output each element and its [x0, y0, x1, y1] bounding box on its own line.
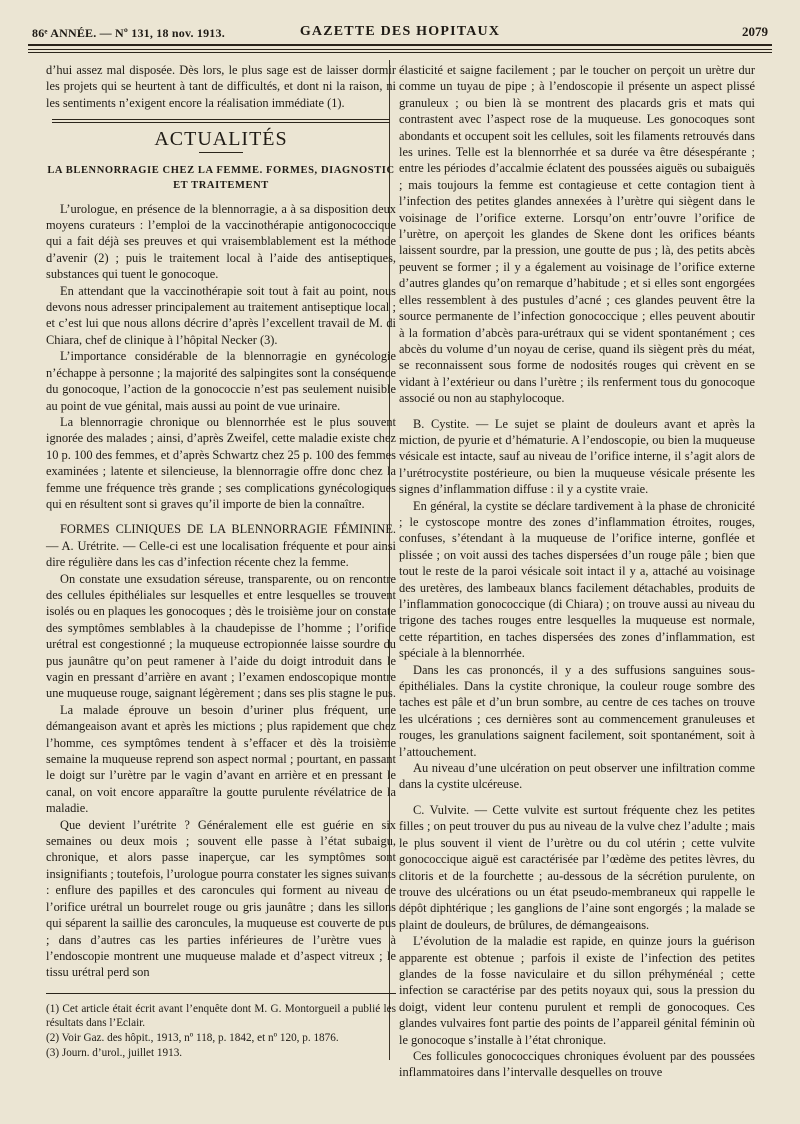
paragraph: L’importance considérable de la blennorragie en gynécologie n’échappe à personne ; la majorité des salpingites sont la conséquence du gonocoque, l’action de la gonococcie n’est pas seulement nuisible au point de vue génital, mais aussi au point de vue urinaire. — [46, 349, 396, 413]
paragraph: Ces follicules gonococciques chroniques évoluent par des poussées inflammatoires dans l’intervalle desquelles on trouve — [399, 1048, 755, 1080]
subsection-paragraph: B. Cystite. — Le sujet se plaint de douleurs avant et après la miction, de pyurie et d’hématurie. A l’endoscopie, ou bien la muqueuse vésicale est intacte, sauf au niveau de l’orifice interne, il s’agit alors de l’urétrocystite postérieure, ou bien la muqueuse vésicale présente les signes d’inflammation diffuse : il y a cystite vraie. — [399, 416, 755, 497]
paragraph: L’évolution de la maladie est rapide, en quinze jours la guérison apparente est obtenue ; parfois il existe de l’infection des petites glandes de la fosse naviculaire et du sillon préhyménéal ; cette infection se caractérise par des petits noyaux qui, sous la pression du doigt, vident leur contenu purulent et rempli de gonocoques. Ces glandes vulvaires font partie des points de l’appareil génital féminin où le gonocoque s’installe à l’état chronique. — [399, 934, 755, 1047]
right-column — [399, 62, 755, 1081]
paragraph: La malade éprouve un besoin d’uriner plus fréquent, une démangeaison avant et après les mictions ; plus rapidement que chez l’homme, ces symptômes tendent à s’effacer et dès la troisième semaine la muqueuse reprend son aspect normal ; pourtant, en passant le doigt sur l’urètre par le vagin d’avant en arrière et en pressant le canal, on voit encore apparaître la goutte purulente révélatrice de la maladie. — [46, 702, 396, 816]
section-title: ACTUALITÉS — [154, 128, 288, 151]
footnote: (2) Voir Gaz. des hôpit., 1913, nº 118, p. 1842, et nº 120, p. 1876. — [46, 1031, 339, 1044]
paragraph: En général, la cystite se déclare tardivement à la phase de chronicité ; le cystoscope montre des zones d’inflammation étroites, rouges, confuses, s’étendant à la muqueuse de l’orifice interne, gonflée et plissée ; on voit aussi des taches dispersées d’un rouge pâle ; bien que tout le reste de la paroi vésicale soit intact il y a, attaché au voisinage des uretères, des lambeaux blancs facilement détachables, produits de l’inflammation gonococcique (di Chiara) ; on trouve aussi au niveau du trigone des taches rouges entre lesquelles la muqueuse est normale, cette répartition, en taches dispersées des zones d’inflammation, est spéciale à la blennorrhée. — [399, 498, 755, 661]
paragraph: En attendant que la vaccinothérapie soit tout à fait au point, nous devons nous adresser principalement au traitement antiseptique local ; et c’est lui que nous allons décrire d’après l’excellent travail de M. di Chiara, chef de clinique à l’hôpital Necker (3). — [46, 283, 396, 347]
article-title: LA BLENNORRAGIE CHEZ LA FEMME. FORMES, DIAGNOSTIC ET TRAITEMENT — [47, 164, 395, 191]
journal-title: GAZETTE DES HOPITAUX — [299, 24, 501, 39]
header-rule — [28, 44, 772, 50]
page-number: 2079 — [742, 24, 768, 39]
subsection-paragraph: C. Vulvite. — Cette vulvite est surtout fréquente chez les petites filles ; on peut trouver du pus au niveau de la vulve chez l’adulte ; mais le plus souvent il vient de l’urètre ou du col utérin ; cette vulvite gonococcique aiguë est caractérisée par l’œdème des petites lèvres, du clitoris et de la fourchette ; au-dessous de la sécrétion purulente, on trouve des ulcérations ou un état pseudo-membraneux qui rappelle le dépôt diphtérique ; les ganglions de l’aine sont engorgés ; la malade se plaint de douleurs, de brûlures, de démangeaisons. — [399, 802, 755, 932]
footnote: (3) Journ. d’urol., juillet 1913. — [46, 1046, 183, 1059]
header-rule-thin — [28, 52, 772, 53]
paragraph: Au niveau d’une ulcération on peut observer une infiltration comme dans la cystite ulcéreuse. — [399, 761, 755, 792]
paragraph: élasticité et saigne facilement ; par le toucher on perçoit un urètre dur comme un tuyau de pipe ; à l’endoscopie il présente un aspect plissé granuleux ; ou bien là se montrent des placards gris et mats qui contrastent avec l’aspect rose de la muqueuse. Les gonocoques sont abondants et occupent soit les cellules, soit les filaments retrouvés dans les urines. Telle est la blennorrhée et sa durée va être désespérante ; entre les périodes d’accalmie éclatent des poussées aiguës ou subaiguës ; mais toujours la femme est contagieuse et cette contagion tient à l’infection des petites glandes annexées à l’urètre qui siègent dans le voisinage de l’orifice externe. Lorsqu’on entr’ouvre l’orifice de l’urètre, on aperçoit les glandes de Skene dont les orifices béants laissent sourdre, par la pression, une goutte de pus ; là, des petits abcès peuvent se former ; il y a également au voisinage de l’orifice externe d’autres glandes qu’on remarque d’habitude ; et si elles sont engorgées elles ressemblent à des pustules d’acné ; ces glandes peuvent être la source permanente de l’infection gonococcique ; elles peuvent aboutir à la formation d’abcès para-urétraux qui se vident spontanément ; ces abcès du volume d’un noyau de cerise, quand ils siègent près du méat, se reconnaissent sous forme de nodosités rouges qui crèvent en se vidant à l’extérieur ou dans l’urètre ; ils renferment tous du gonocoque associé ou non au staphylocoque. — [399, 63, 755, 406]
paragraph: On constate une exsudation séreuse, transparente, ou on rencontre des cellules épithéliales sur lesquelles et entre lesquelles se trouvent isolés ou en plaques les gonocoques ; dès le troisième jour on constate des symptômes semblables à la chaudepisse de l’homme ; l’orifice urétral est congestionné ; la muqueuse ectropionnée laisse sourdre du pus jaunâtre qu’on peut ramener à l’aide du doigt introduit dans le vagin en pressant d’arrière en avant ; l’examen endoscopique montre une muqueuse rouge, saignant légèrement ; dans ses plis stagne le pus. — [46, 571, 396, 701]
paragraph: L’urologue, en présence de la blennorragie, a à sa disposition deux moyens curateurs : l’emploi de la vaccinothérapie antigonococcique qui a fait déjà ses preuves et qui vraisemblablement est la méthode d’avenir (2) ; puis le traitement local à l’aide des antiseptiques, substances qui tuent le gonocoque. — [46, 201, 396, 282]
paragraph: Que devient l’urétrite ? Généralement elle est guérie en six semaines ou deux mois ; souvent elle passe à l’état subaigu, chronique, et alors passe inaperçue, car les symptômes sont insignifiants ; toutefois, l’urologue pourra constater les signes suivants : enflure des papilles et des caroncules qui forment au niveau de l’orifice urétral un bourrelet rouge ou gris jaunâtre ; dans les sillons qui séparent la saillie des caroncules, la muqueuse est couverte de pus ; dans d’autres cas les parties inférieures de l’urètre vues à l’endoscopie montrent une muqueuse malade et d’aspect vitreux ; le tissu urétral perd son — [46, 817, 396, 980]
footnotes — [46, 993, 396, 1060]
section-separator — [52, 119, 390, 123]
title-rule — [199, 152, 243, 153]
issue-info: 86ᵉ ANNÉE. — Nº 131, 18 nov. 1913. — [32, 26, 225, 40]
subsection-paragraph: FORMES CLINIQUES DE LA BLENNORRAGIE FÉMININE. — A. Urétrite. — Celle-ci est une localisation fréquente et pour ainsi dire régulière dans les cas d’infection récente chez la femme. — [46, 522, 396, 570]
paragraph: La blennorragie chronique ou blennorrhée est le plus souvent ignorée des malades ; ainsi, d’après Zweifel, cette maladie existe chez 10 p. 100 des femmes, et d’après Schwartz chez 25 p. 100 des femmes examinées ; latente et silencieuse, la blennorragie offre donc chez la femme une fréquence très grande ; ses complications gynécologiques qui en résultent sont si graves qu’il importe de bien la connaître. — [46, 414, 396, 511]
intro-paragraph: d’hui assez mal disposée. Dès lors, le plus sage est de laisser dormir les projets qui se heurtent à tant de difficultés, et dont ni la raison, ni les sentiments n’exigent encore la réalisation immédiate (1). — [46, 63, 396, 110]
paragraph: Dans les cas prononcés, il y a des suffusions sanguines sous-épithéliales. Dans la cystite chronique, la couleur rouge sombre des taches est pâle et d’un brun sombre, au centre de ces taches on trouve les ulcérations ; ces dernières sont au commencement granuleuses et rouges, les granulations saignent facilement, soit spontanément, soit à l’attouchement. — [399, 662, 755, 759]
left-column — [46, 62, 396, 1060]
footnote: (1) Cet article était écrit avant l’enquête dont M. G. Montorgueil a publié les résultats dans l’Eclair. — [46, 1002, 396, 1030]
